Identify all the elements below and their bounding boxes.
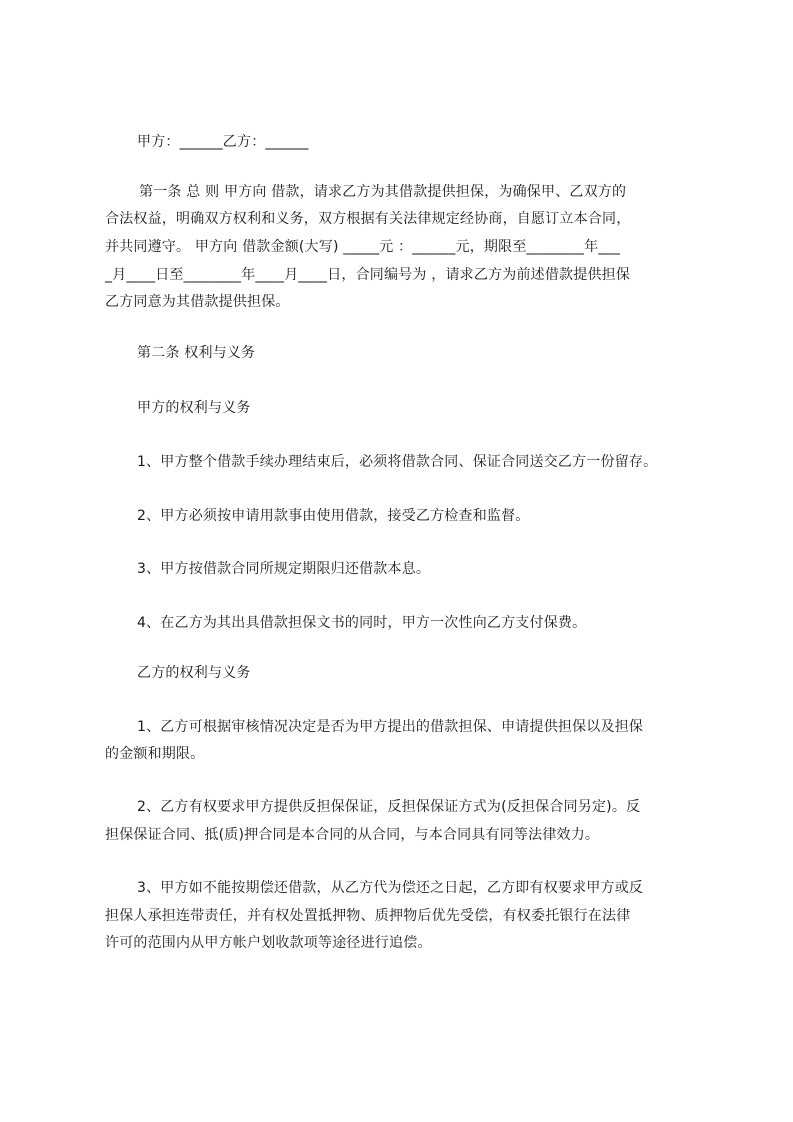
party-b-item-3-line-2: 担保人承担连带责任，并有权处置抵押物、质押物后优先受偿，有权委托银行在法律 bbox=[105, 908, 631, 924]
party-b-heading: 乙方的权利与义务 bbox=[137, 665, 251, 681]
party-a-item-4: 4、在乙方为其出具借款担保文书的同时，甲方一次性向乙方支付保费。 bbox=[137, 615, 587, 631]
article-1-line-4: _月____日至________年____月____日，合同编号为 ，请求乙方为前述借款提供担保 bbox=[105, 267, 631, 283]
article-1-line-1: 第一条 总 则 甲方向 借款，请求乙方为其借款提供担保，为确保甲、乙双方的 bbox=[139, 184, 627, 200]
party-b-item-1-line-1: 1、乙方可根据审核情况决定是否为甲方提出的借款担保、申请提供担保以及担保 bbox=[137, 719, 644, 735]
party-a-item-1: 1、甲方整个借款手续办理结束后，必须将借款合同、保证合同送交乙方一份留存。 bbox=[137, 454, 658, 470]
party-b-item-1-line-2: 的金额和期限。 bbox=[105, 746, 205, 762]
party-b-item-3-line-1: 3、甲方如不能按期偿还借款，从乙方代为偿还之日起，乙方即有权要求甲方或反 bbox=[137, 880, 644, 896]
party-b-item-2-line-2: 担保保证合同、抵(质)押合同是本合同的从合同，与本合同具有同等法律效力。 bbox=[105, 827, 600, 843]
party-a-heading: 甲方的权利与义务 bbox=[137, 400, 251, 416]
party-b-item-3-line-3: 许可的范围内从甲方帐户划收款项等途径进行追偿。 bbox=[105, 935, 432, 951]
article-1-line-2: 合法权益，明确双方权利和义务，双方根据有关法律规定经协商，自愿订立本合同， bbox=[105, 211, 631, 227]
article-1-line-3: 并共同遵守。 甲方向 借款金额(大写) _____元 ：______元，期限至________年___ bbox=[105, 239, 620, 255]
party-b-item-2-line-1: 2、乙方有权要求甲方提供反担保保证，反担保保证方式为(反担保合同另定)。反 bbox=[137, 799, 641, 815]
party-a-item-2: 2、甲方必须按申请用款事由使用借款，接受乙方检查和监督。 bbox=[137, 508, 530, 524]
article-2-heading: 第二条 权利与义务 bbox=[137, 345, 256, 361]
parties-line: 甲方：______乙方：______ bbox=[137, 134, 309, 150]
article-1-line-5: 乙方同意为其借款提供担保。 bbox=[105, 294, 290, 310]
party-a-item-3: 3、甲方按借款合同所规定期限归还借款本息。 bbox=[137, 561, 431, 577]
